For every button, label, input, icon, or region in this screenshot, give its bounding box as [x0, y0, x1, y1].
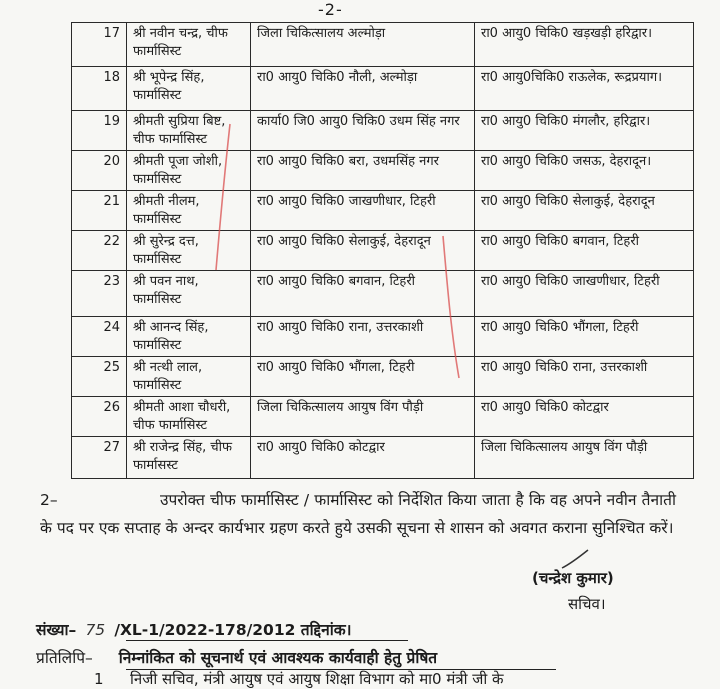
- handwritten-reference-number: 75: [85, 621, 106, 639]
- table-body: [72, 23, 694, 479]
- current-posting-cell: जिला चिकित्सालय आयुष विंग पौड़ी: [251, 397, 475, 437]
- reference-number-line: [36, 618, 352, 640]
- serial-number-cell: 19: [72, 111, 127, 151]
- new-posting-cell: रा0 आयु0 चिकि0 कोटद्वार: [475, 397, 694, 437]
- serial-number-cell: 21: [72, 191, 127, 231]
- current-posting-cell: रा0 आयु0 चिकि0 जाखणीधार, टिहरी: [251, 191, 475, 231]
- serial-number-cell: 22: [72, 231, 127, 271]
- table-row: [72, 231, 694, 271]
- current-posting-cell: रा0 आयु0 चिकि0 सेलाकुई, देहरादून: [251, 231, 475, 271]
- current-posting-cell: रा0 आयु0 चिकि0 राना, उत्तरकाशी: [251, 317, 475, 357]
- table-row: [72, 191, 694, 231]
- employee-name-cell: श्री भूपेन्द्र सिंह, फार्मासिस्ट: [127, 67, 251, 111]
- current-posting-cell: कार्या0 जि0 आयु0 चिकि0 उधम सिंह नगर: [251, 111, 475, 151]
- current-posting-cell: रा0 आयु0 चिकि0 बगवान, टिहरी: [251, 271, 475, 317]
- new-posting-cell: रा0 आयु0 चिकि0 खड़खड़ी हरिद्वार।: [475, 23, 694, 67]
- page-number: -2-: [318, 0, 343, 19]
- current-posting-cell: रा0 आयु0 चिकि0 नौली, अल्मोड़ा: [251, 67, 475, 111]
- current-posting-cell: रा0 आयु0 चिकि0 कोटद्वार: [251, 437, 475, 479]
- copy-label: प्रतिलिपि–: [36, 649, 93, 667]
- serial-number-cell: 17: [72, 23, 127, 67]
- transfer-table: [71, 22, 694, 479]
- instruction-paragraph: [40, 486, 676, 542]
- table-row: [72, 111, 694, 151]
- new-posting-cell: रा0 आयु0 चिकि0 जसऊ, देहरादून।: [475, 151, 694, 191]
- current-posting-cell: रा0 आयु0 चिकि0 भौंगला, टिहरी: [251, 357, 475, 397]
- new-posting-cell: रा0 आयु0 चिकि0 भौंगला, टिहरी: [475, 317, 694, 357]
- signatory-name: (चन्द्रेश कुमार): [532, 569, 614, 587]
- employee-name-cell: श्री आनन्द सिंह, फार्मासिस्ट: [127, 317, 251, 357]
- employee-name-cell: श्री नत्थी लाल, फार्मासिस्ट: [127, 357, 251, 397]
- copy-to-line: [36, 646, 437, 668]
- current-posting-cell: जिला चिकित्सालय अल्मोड़ा: [251, 23, 475, 67]
- reference-underline: [126, 640, 408, 641]
- employee-name-cell: श्रीमती आशा चौधरी, चीफ फार्मासिस्ट: [127, 397, 251, 437]
- table-row: [72, 271, 694, 317]
- table-row: [72, 397, 694, 437]
- reference-label: संख्या–: [36, 621, 77, 639]
- copy-item-number: 1: [94, 670, 104, 688]
- employee-name-cell: श्रीमती नीलम, फार्मासिस्ट: [127, 191, 251, 231]
- copy-text: निम्नांकित को सूचनार्थ एवं आवश्यक कार्यवाही हेतु प्रेषित: [118, 649, 438, 667]
- new-posting-cell: जिला चिकित्सालय आयुष विंग पौड़ी: [475, 437, 694, 479]
- employee-name-cell: श्रीमती पूजा जोशी, फार्मासिस्ट: [127, 151, 251, 191]
- current-posting-cell: रा0 आयु0 चिकि0 बरा, उधमसिंह नगर: [251, 151, 475, 191]
- copy-item-text: निजी सचिव, मंत्री आयुष एवं आयुष शिक्षा विभाग को मा0 मंत्री जी के: [130, 670, 504, 688]
- new-posting-cell: रा0 आयु0 चिकि0 जाखणीधार, टिहरी: [475, 271, 694, 317]
- new-posting-cell: रा0 आयु0 चिकि0 बगवान, टिहरी: [475, 231, 694, 271]
- employee-name-cell: श्री नवीन चन्द्र, चीफ फार्मासिस्ट: [127, 23, 251, 67]
- reference-code: /XL-1/2022-178/2012 तद्दिनांक।: [114, 621, 352, 639]
- employee-name-cell: श्री सुरेन्द्र दत्त, फार्मासिस्ट: [127, 231, 251, 271]
- serial-number-cell: 25: [72, 357, 127, 397]
- serial-number-cell: 18: [72, 67, 127, 111]
- serial-number-cell: 23: [72, 271, 127, 317]
- red-pen-mark-right: [437, 232, 467, 382]
- table-row: [72, 67, 694, 111]
- serial-number-cell: 20: [72, 151, 127, 191]
- table-row: [72, 357, 694, 397]
- paragraph-text: उपरोक्त चीफ फार्मासिस्ट / फार्मासिस्ट को निर्देशित किया जाता है कि वह अपने नवीन तैनाती के पद पर एक सप्ताह के अन्दर कार्यभार ग्रहण करते हुये उसकी सूचना से शासन को अवगत कराना सुनिश्चित करें।: [40, 491, 676, 537]
- table-row: [72, 437, 694, 479]
- employee-name-cell: श्री पवन नाथ, फार्मासिस्ट: [127, 271, 251, 317]
- copy-item-1: [94, 669, 504, 689]
- table-row: [72, 317, 694, 357]
- new-posting-cell: रा0 आयु0चिकि0 राऊलेक, रूद्रप्रयाग।: [475, 67, 694, 111]
- signatory-designation: सचिव।: [568, 595, 606, 613]
- new-posting-cell: रा0 आयु0 चिकि0 राना, उत्तरकाशी: [475, 357, 694, 397]
- table-row: [72, 151, 694, 191]
- serial-number-cell: 27: [72, 437, 127, 479]
- employee-name-cell: श्रीमती सुप्रिया बिष्ट, चीफ फार्मासिस्ट: [127, 111, 251, 151]
- red-pen-mark-left: [208, 120, 238, 280]
- employee-name-cell: श्री राजेन्द्र सिंह, चीफ फार्मासस्ट: [127, 437, 251, 479]
- new-posting-cell: रा0 आयु0 चिकि0 मंगलौर, हरिद्वार।: [475, 111, 694, 151]
- paragraph-number: 2–: [40, 491, 58, 509]
- new-posting-cell: रा0 आयु0 चिकि0 सेलाकुई, देहरादून: [475, 191, 694, 231]
- table-row: [72, 23, 694, 67]
- serial-number-cell: 26: [72, 397, 127, 437]
- serial-number-cell: 24: [72, 317, 127, 357]
